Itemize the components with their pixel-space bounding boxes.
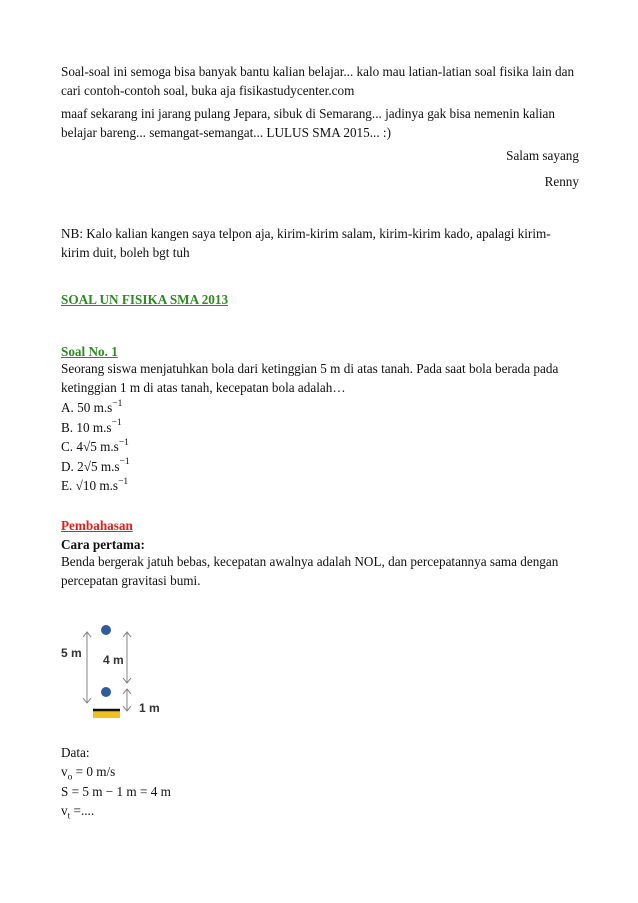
intro-paragraph-2: maaf sekarang ini jarang pulang Jepara, sibuk di Semarang... jadinya gak bisa nemenin kalian belajar bareng... semangat-semangat... LULUS SMA 2015... :)	[61, 106, 556, 140]
solution-title: Pembahasan	[61, 518, 133, 533]
data-v0: $v_o = 0$ m/s	[61, 764, 116, 783]
intro-paragraph-1: Soal-soal ini semoga bisa banyak bantu kalian belajar... kalo mau latian-latian soal fisika lain dan cari contoh-contoh soal, buka aja fisikastudycenter.com	[61, 64, 575, 98]
ground	[93, 710, 120, 718]
final-height-label: 1 m	[139, 701, 160, 715]
option-c: C. 4√5 $m.s^{-1}$	[61, 437, 129, 454]
fall-distance-label: 4 m	[103, 653, 124, 667]
nb-paragraph: NB: Kalo kalian kangen saya telpon aja, kirim-kirim salam, kirim-kirim kado, apalagi kirim-kirim duit, boleh bgt tuh	[61, 226, 551, 260]
data-vt: $v_t$ =....	[61, 803, 95, 822]
solution-text: Benda bergerak jatuh bebas, kecepatan awalnya adalah NOL, dan percepatannya sama dengan percepatan gravitasi bumi.	[61, 554, 559, 588]
free-fall-diagram	[61, 620, 201, 725]
total-height-arrow	[83, 632, 91, 703]
ball-final	[101, 687, 111, 697]
option-d: D. 2√5 $m.s^{-1}$	[61, 457, 130, 474]
question-text: Seorang siswa menjatuhkan bola dari ketinggian 5 m di atas tanah. Pada saat bola berada pada ketinggian 1 m di atas tanah, kecepatan bola adalah…	[61, 361, 559, 395]
section-title: SOAL UN FISIKA SMA 2013	[61, 292, 229, 307]
option-b: B. 10 $m.s^{-1}$	[61, 418, 122, 435]
answer-options	[61, 398, 579, 496]
data-title: Data:	[61, 745, 90, 760]
closing-line: Salam sayang	[506, 148, 579, 163]
ball-initial	[101, 625, 111, 635]
final-height-arrow	[123, 689, 131, 711]
data-s: S = 5 m − 1 m = 4 m	[61, 784, 171, 799]
question-label: Soal No. 1	[61, 344, 118, 359]
solution-method: Cara pertama:	[61, 537, 145, 552]
fall-distance-arrow	[123, 632, 131, 683]
signature: Renny	[544, 174, 579, 189]
option-a: A. 50 $m.s^{-1}$	[61, 398, 123, 415]
option-e: E. √10 $m.s^{-1}$	[61, 476, 129, 493]
total-height-label: 5 m	[61, 646, 82, 660]
